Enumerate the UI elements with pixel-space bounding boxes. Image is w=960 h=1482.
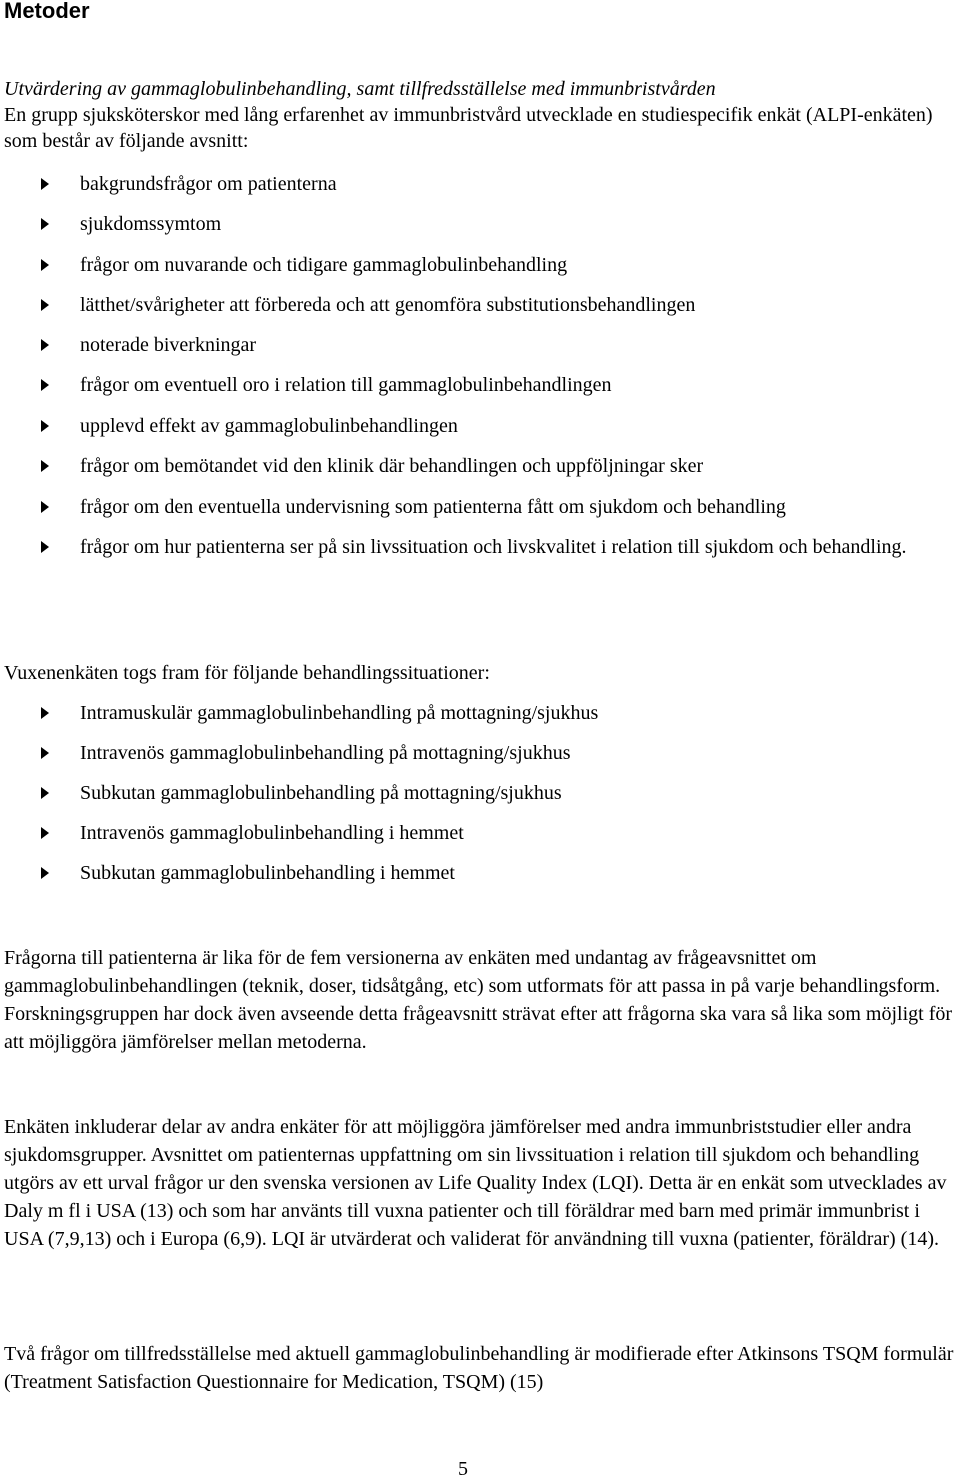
adult-survey-paragraph: Vuxenenkäten togs fram för följande behandlingssituationer: [4,662,490,684]
bullet-icon [40,699,80,727]
list-item: frågor om nuvarande och tidigare gammaglobulinbehandling [40,251,940,279]
list-item: Intramuskulär gammaglobulinbehandling på mottagning/sjukhus [40,699,940,727]
paragraph-survey-content: Enkäten inkluderar delar av andra enkäter för att möjliggöra jämförelser med andra immunbriststudier eller andra sjukdomsgrupper. Avsnittet om patienternas uppfattning om sin livssituation i relation till sjukdom och behandling utgörs av ett urval frågor ur den svenska versionen av Life Quality Index (LQI). Detta är en enkät som utvecklades av Daly m fl i USA (13) och som har använts till vuxna patienter och till föräldrar med barn med primär immunbrist i USA (7,9,13) och i Europa (6,9). LQI är utvärderat och validerat för användning till vuxna (patienter, föräldrar) (14). [4,1116,947,1250]
page-number: 5 [458,1458,468,1480]
list-item: Intravenös gammaglobulinbehandling på mottagning/sjukhus [40,739,940,767]
section-subheading: Utvärdering av gammaglobulinbehandling, samt tillfredsställelse med immunbristvården [4,78,716,100]
list-item: Intravenös gammaglobulinbehandling i hemmet [40,819,940,847]
list-item: bakgrundsfrågor om patienterna [40,170,940,198]
list-item: Subkutan gammaglobulinbehandling på mottagning/sjukhus [40,779,940,807]
bullet-icon [40,251,80,279]
bullet-icon [40,493,80,521]
list-item: frågor om bemötandet vid den klinik där behandlingen och uppföljningar sker [40,452,940,480]
paragraph-tsqm: Två frågor om tillfredsställelse med aktuell gammaglobulinbehandling är modifierade efter Atkinsons TSQM formulär (Treatment Satisfaction Questionnaire for Medication, TSQM) (15) [4,1343,954,1393]
bullet-icon [40,779,80,807]
bullet-icon [40,371,80,399]
list-item: lätthet/svårigheter att förbereda och att genomföra substitutionsbehandlingen [40,291,940,319]
paragraph-questions: Frågorna till patienterna är lika för de fem versionerna av enkäten med undantag av frågeavsnittet om gammaglobulinbehandlingen (teknik, doser, tidsåtgång, etc) som utformats för att passa in på varje behandlingsform. Forskningsgruppen har dock även avseende detta frågeavsnitt strävat efter att frågorna ska vara så lika som möjligt för att möjliggöra jämförelser mellan metoderna. [4,947,953,1053]
list-item: upplevd effekt av gammaglobulinbehandlingen [40,412,940,440]
bullet-icon [40,331,80,359]
bullet-icon [40,412,80,440]
bullet-icon [40,533,80,561]
bullet-icon [40,819,80,847]
bullet-icon [40,291,80,319]
bullet-icon [40,452,80,480]
list-item: noterade biverkningar [40,331,940,359]
bullet-icon [40,859,80,887]
list-item: frågor om hur patienterna ser på sin livssituation och livskvalitet i relation till sjukdom och behandling. [40,533,940,561]
bullet-icon [40,210,80,238]
bullet-icon [40,170,80,198]
list-item: frågor om eventuell oro i relation till gammaglobulinbehandlingen [40,371,940,399]
list-item: frågor om den eventuella undervisning som patienterna fått om sjukdom och behandling [40,493,940,521]
bullet-icon [40,739,80,767]
page-title: Metoder [4,0,90,23]
list-item: Subkutan gammaglobulinbehandling i hemmet [40,859,940,887]
list-item: sjukdomssymtom [40,210,940,238]
intro-paragraph: En grupp sjuksköterskor med lång erfarenhet av immunbristvård utvecklade en studiespecifik enkät (ALPI-enkäten) som består av följande avsnitt: [4,104,933,152]
